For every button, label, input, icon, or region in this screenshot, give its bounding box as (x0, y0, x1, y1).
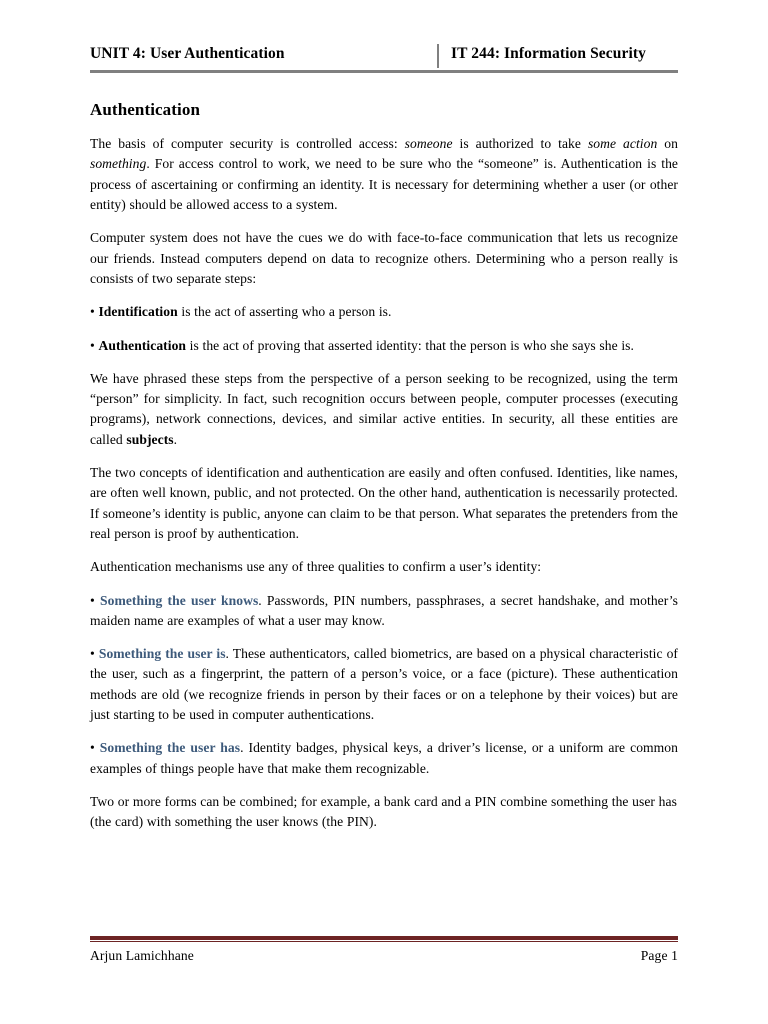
text-run-accent: Something the user is (98, 646, 226, 662)
document-body (90, 73, 678, 833)
text-run-italic: someone (404, 136, 453, 152)
footer-row (90, 942, 678, 964)
header-row (90, 44, 678, 68)
paragraph-p7: Authentication mechanisms use any of three qualities to confirm a user’s identity: (90, 559, 542, 575)
text-run-accent: Something the user has (99, 740, 241, 756)
bullet-identification: • Identification is the act of asserting who a person is. (90, 304, 392, 320)
paragraph-p1: The basis of computer security is controlled access: someone is authorized to take some action on something. For access control to work, we need to be sure who the “someone” is. Authentication is the process of ascertaining or confirming an identity. It is necessary for determining whether a user (or other entity) should be allowed access to a system. (90, 136, 679, 213)
header-course-title: IT 244: Information Security (451, 45, 646, 62)
paragraph-p6: The two concepts of identification and authentication are easily and often confused. Identities, like names, are often well known, public, and not protected. On the other hand, authentication is necessarily protected. If someone’s identity is public, anyone can claim to be that person. What separates the pretenders from the real person is proof by authentication. (90, 465, 678, 541)
text-run-italic: some action (587, 136, 658, 152)
header-vertical-divider (437, 44, 439, 68)
text-run-bold: subjects (126, 431, 174, 447)
paragraph-list (90, 134, 678, 832)
page-footer (90, 936, 678, 965)
text-run-italic: something (90, 156, 147, 172)
text-run-bold: Authentication (98, 337, 187, 353)
bullet-authentication: • Authentication is the act of proving that asserted identity: that the person is who she says she is. (90, 337, 634, 353)
paragraph-p2: Computer system does not have the cues we do with face-to-face communication that lets us recognize our friends. Instead computers depend on data to recognize others. Determining who a person really is consists of two separate steps: (90, 230, 678, 286)
bullet-something-user-knows: • Something the user knows. Passwords, PIN numbers, passphrases, a secret handshake, and mother’s maiden name are examples of what a user may know. (90, 592, 678, 628)
page-header (90, 0, 678, 73)
footer-author: Arjun Lamichhane (90, 948, 194, 963)
footer-rule-thick (90, 936, 678, 940)
bullet-something-user-is: • Something the user is. These authenticators, called biometrics, are based on a physical characteristic of the user, such as a fingerprint, the pattern of a person’s voice, or a face (picture). These authentication methods are old (we recognize friends in person by their faces or on a telephone by their voices) but are just starting to be used in computer authentications. (90, 646, 679, 722)
text-run-bold: Identification (98, 304, 178, 320)
text-run-accent: Something the user knows (99, 592, 259, 608)
header-unit-title: UNIT 4: User Authentication (90, 45, 285, 62)
footer-page-number: Page 1 (640, 948, 678, 963)
page-title: Authentication (90, 99, 201, 119)
paragraph-p11: Two or more forms can be combined; for example, a bank card and a PIN combine something the user has (the card) with something the user knows (the PIN). (90, 793, 677, 830)
paragraph-p5: We have phrased these steps from the perspective of a person seeking to be recognized, using the term “person” for simplicity. In fact, such recognition occurs between people, computer processes (executing programs), network connections, devices, and similar active entities. In security, all these entities are called subjects. (90, 370, 678, 447)
bullet-something-user-has: • Something the user has. Identity badges, physical keys, a driver’s license, or a uniform are common examples of things people have that make them recognizable. (90, 740, 678, 776)
